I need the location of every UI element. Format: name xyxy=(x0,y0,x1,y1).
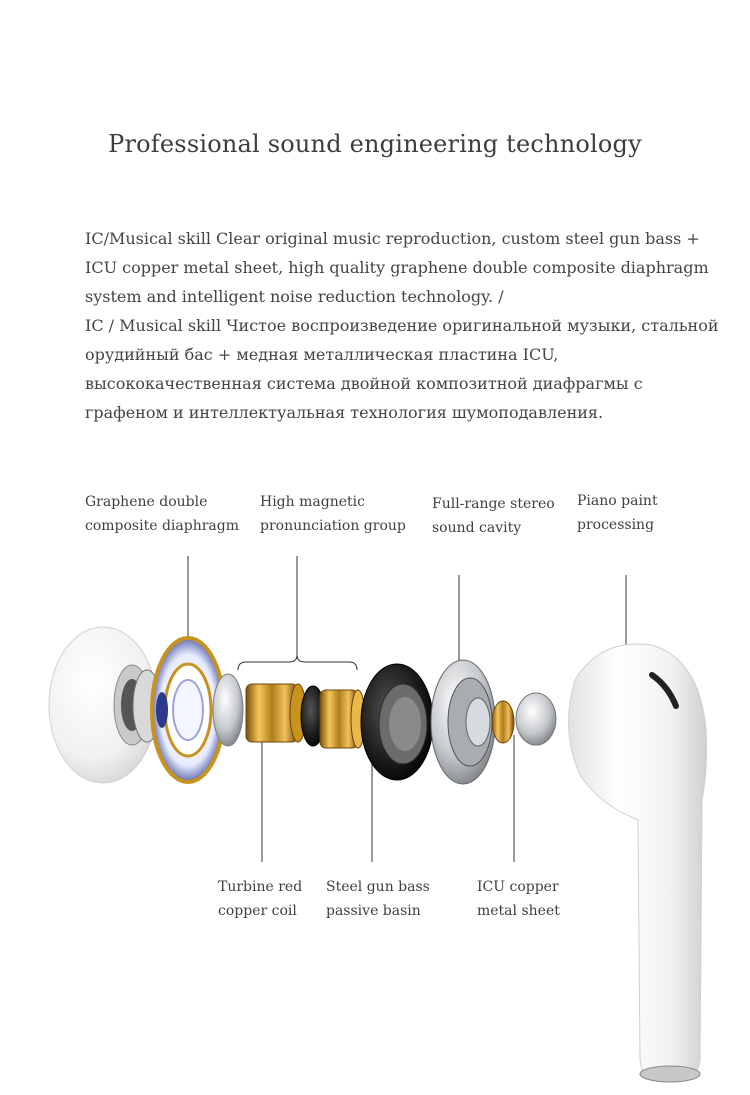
label-piano-line1: Piano paint xyxy=(577,493,658,509)
label-magnetic-line2: pronunciation group xyxy=(260,518,406,534)
earbud-cap-part xyxy=(49,627,161,783)
magnetic-bracket xyxy=(238,655,357,670)
silver-washer-part xyxy=(213,674,243,746)
label-piano-line2: processing xyxy=(577,517,655,533)
label-steel-line1: Steel gun bass xyxy=(326,879,430,895)
label-cavity-line2: sound cavity xyxy=(432,520,522,536)
label-graphene-line2: composite diaphragm xyxy=(85,518,239,534)
earbud-body-part xyxy=(569,644,707,1082)
label-cavity-line1: Full-range stereo xyxy=(432,496,555,512)
label-magnetic-line1: High magnetic xyxy=(260,494,365,510)
page-title: Professional sound engineering technology xyxy=(108,130,642,158)
label-icu-line1: ICU copper xyxy=(477,879,559,895)
icu-copper-part xyxy=(492,701,514,743)
steel-basin-part xyxy=(361,664,433,780)
sound-cavity-part xyxy=(431,660,495,784)
label-icu-line2: metal sheet xyxy=(477,903,560,919)
description-russian: IC / Musical skill Чистое воспроизведение оригинальной музыки, стальной орудийный бас + медная металлическая пластина ICU, высококачественная система двойной композитной диафрагмы с графеном и интеллектуальная технология шумоподавления. xyxy=(85,316,719,422)
label-graphene-line1: Graphene double xyxy=(85,494,208,510)
label-steel-line2: passive basin xyxy=(326,903,421,919)
label-turbine-line2: copper coil xyxy=(218,903,297,919)
description-english: IC/Musical skill Clear original music reproduction, custom steel gun bass + ICU copper metal sheet, high quality graphene double composite diaphragm system and intelligent noise reduction technology. / xyxy=(85,229,709,306)
label-turbine-line1: Turbine red xyxy=(218,879,303,895)
silver-cap-part xyxy=(516,693,556,745)
gold-magnet-part xyxy=(320,690,365,748)
copper-coil-part xyxy=(246,684,306,742)
